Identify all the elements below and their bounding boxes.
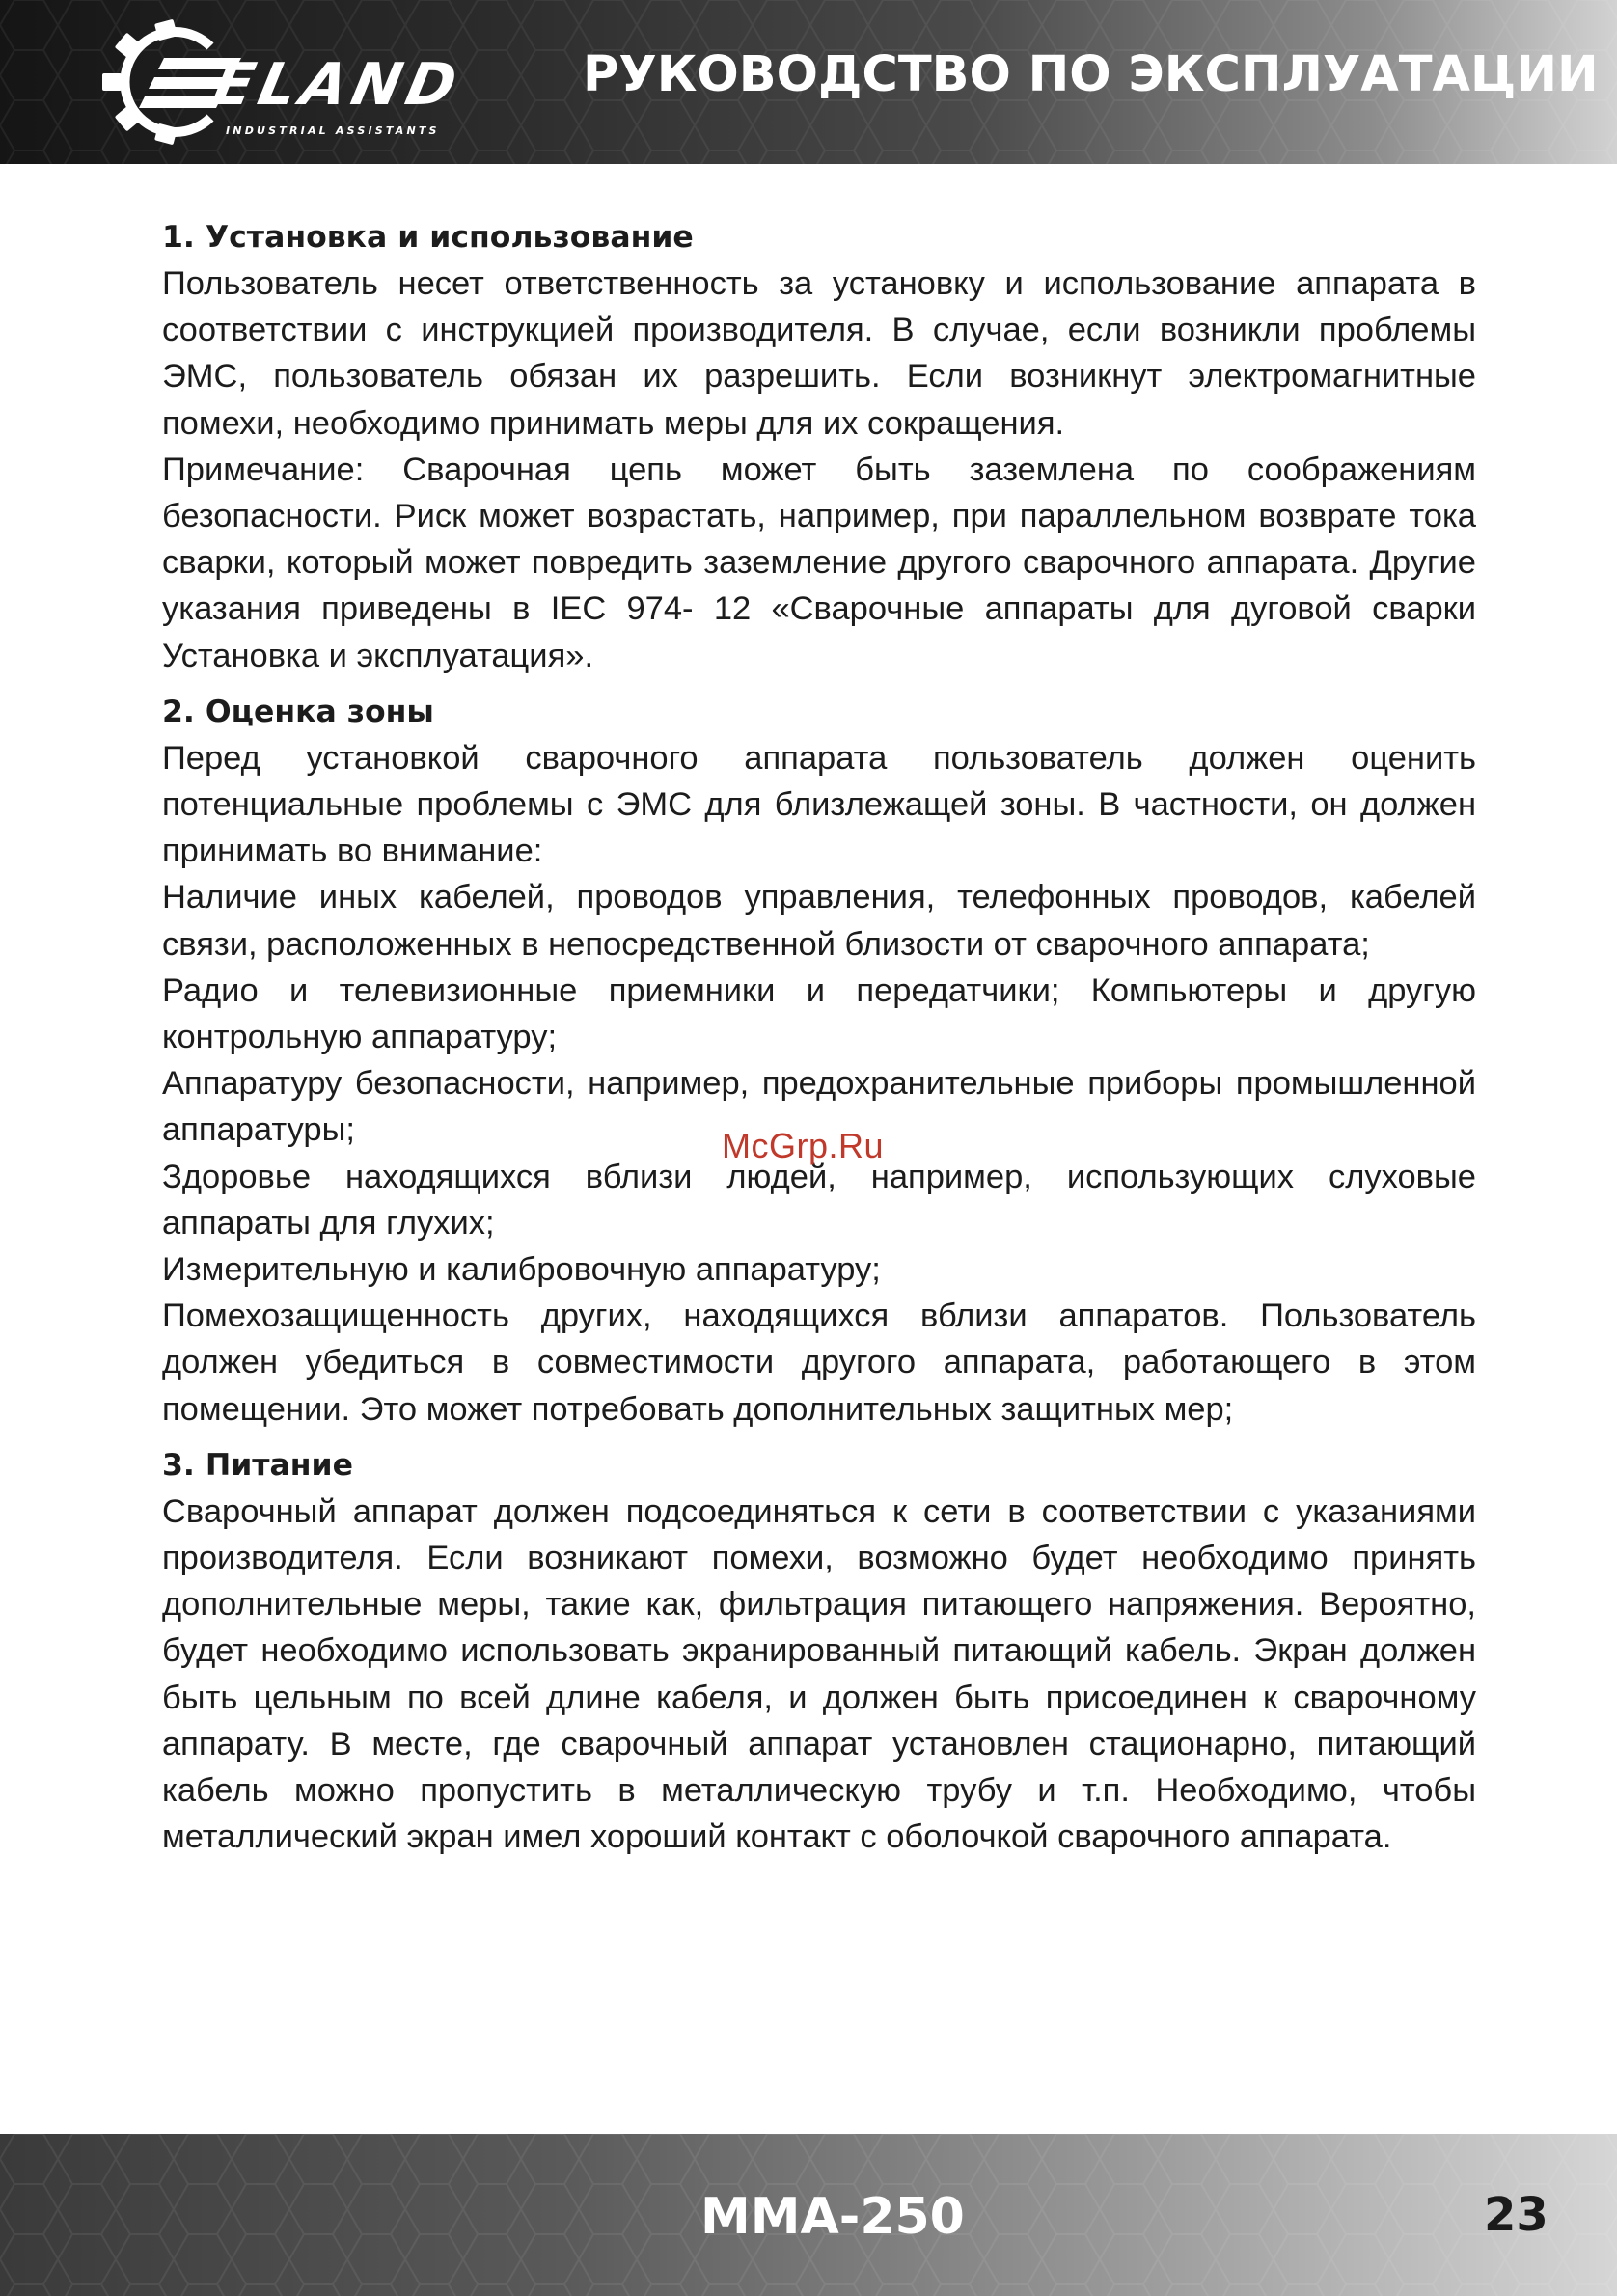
- paragraph: Здоровье находящихся вблизи людей, например, использующих слуховые аппараты для глухих;: [162, 1158, 1476, 1242]
- paragraph: Примечание: Сварочная цепь может быть заземлена по соображениям безопасности. Риск может возрастать, например, при параллельном возврате тока сварки, который может повредить заземление другого сварочного аппарата. Другие указания приведены в IEC 974- 12 «Сварочные аппараты для дуговой сварки Установка и эксплуатация».: [162, 451, 1476, 674]
- paragraph: Сварочный аппарат должен подсоединяться к сети в соответствии с указаниями производителя. Если возникают помехи, возможно будет необходимо принять дополнительные меры, такие как, фильтрация питающего напряжения. Вероятно, будет необходимо использовать экранированный питающий кабель. Экран должен быть цельным по всей длине кабеля, и должен быть присоединен к сварочному аппарату. В месте, где сварочный аппарат установлен стационарно, питающий кабель можно пропустить в металлическую трубу и т.п. Необходимо, чтобы металлический экран имел хороший контакт с оболочкой сварочного аппарата.: [162, 1492, 1476, 1856]
- page-footer: [0, 2134, 1617, 2296]
- page-header: [0, 0, 1617, 164]
- document-body: [162, 214, 1476, 1861]
- section-power-supply: [162, 1442, 1476, 1861]
- paragraph: Аппаратуру безопасности, например, предохранительные приборы промышленной аппаратуры;: [162, 1065, 1476, 1149]
- paragraph: Измерительную и калибровочную аппаратуру;: [162, 1251, 881, 1289]
- model-name: MMA-250: [700, 2188, 965, 2246]
- section-title: 2. Оценка зоны: [162, 694, 434, 729]
- page-title: РУКОВОДСТВО ПО ЭКСПЛУАТАЦИИ: [583, 46, 1599, 103]
- watermark: McGrp.Ru: [722, 1126, 885, 1165]
- section-installation: [162, 214, 1476, 679]
- section-title: 1. Установка и использование: [162, 220, 694, 255]
- logo-wordmark: ELAND: [206, 51, 469, 119]
- paragraph: Наличие иных кабелей, проводов управления, телефонных проводов, кабелей связи, расположенных в непосредственной близости от сварочного аппарата;: [162, 879, 1476, 963]
- eland-logo: [96, 17, 511, 147]
- section-zone-assessment: [162, 689, 1476, 1433]
- page-number: 23: [1484, 2188, 1548, 2242]
- logo-tagline: INDUSTRIAL ASSISTANTS: [226, 124, 440, 137]
- paragraph: Пользователь несет ответственность за установку и использование аппарата в соответствии с инструкцией производителя. В случае, если возникли проблемы ЭМС, пользователь обязан их разрешить. Если возникнут электромагнитные помехи, необходимо принимать меры для их сокращения.: [162, 265, 1476, 442]
- paragraph: Радио и телевизионные приемники и передатчики; Компьютеры и другую контрольную аппаратуру;: [162, 971, 1476, 1056]
- paragraph: Помехозащищенность других, находящихся вблизи аппаратов. Пользователь должен убедиться в совместимости другого аппарата, работающего в этом помещении. Это может потребовать дополнительных защитных мер;: [162, 1298, 1476, 1428]
- section-title: 3. Питание: [162, 1447, 353, 1483]
- paragraph: Перед установкой сварочного аппарата пользователь должен оценить потенциальные проблемы с ЭМС для близлежащей зоны. В частности, он должен принимать во внимание:: [162, 739, 1476, 870]
